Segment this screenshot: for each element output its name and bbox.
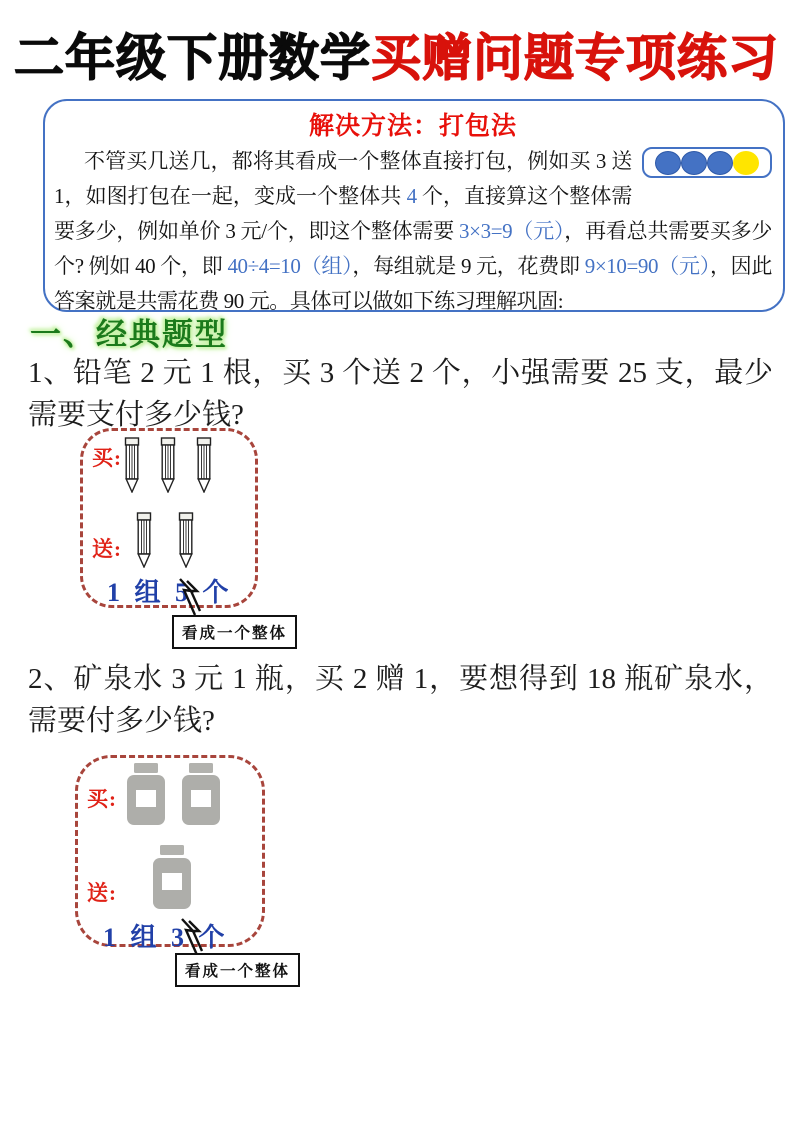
text-segment: 不管买几送几，都将其看成一个整体直接打包，例如买 3 送 1， [54, 149, 632, 208]
three-blue-one-yellow-circles-icon [642, 147, 772, 178]
callout-bubble: 看成一个整体 [175, 953, 300, 987]
callout-bubble: 看成一个整体 [172, 615, 297, 649]
blue-circle-icon [681, 151, 707, 175]
method-paragraph [54, 144, 772, 319]
bottle-icon [127, 763, 165, 825]
give-items-row [136, 512, 194, 568]
blue-circle-icon [655, 151, 681, 175]
text-segment-highlight: 40÷4=10（组） [227, 254, 353, 278]
bottle-icon [153, 845, 191, 909]
text-segment: ，每组就是 9 元，花费即 [352, 254, 585, 278]
method-box [43, 99, 785, 312]
section-heading: 一、经典题型 [30, 317, 228, 352]
page-title [0, 18, 793, 90]
figure-bottles [75, 755, 355, 995]
give-items-row [153, 845, 191, 909]
method-heading: 解决方法：打包法 [308, 113, 517, 140]
pencil-icon [136, 512, 152, 568]
pencil-icon [196, 437, 212, 493]
text-segment: 个，直接算这个整体需要多少，例如单价 3 元/个，即这个整体需要 [54, 184, 632, 243]
buy-label: 买: [92, 446, 122, 470]
give-label: 送: [87, 881, 117, 905]
question-1: 1、铅笔 2 元 1 根，买 3 个送 2 个，小强需要 25 支，最少需要支付多少钱? [28, 357, 773, 431]
yellow-circle-icon [733, 151, 759, 175]
pencil-icon [178, 512, 194, 568]
text-segment: ，再看总共需要买多少个? 例如 40 个，即 [54, 219, 772, 278]
text-segment-highlight: 4 [406, 184, 417, 208]
give-label: 送: [92, 537, 122, 561]
group-count-label: 1 组 5 个 [107, 578, 233, 607]
buy-label: 买: [87, 787, 117, 811]
figure-pencils [80, 428, 360, 650]
blue-circle-icon [707, 151, 733, 175]
pencil-icon [124, 437, 140, 493]
question-2: 2、矿泉水 3 元 1 瓶，买 2 赠 1，要想得到 18 瓶矿泉水，需要付多少钱? [28, 663, 773, 737]
text-segment: 如图打包在一起，变成一个整体共 [85, 184, 407, 208]
pencil-icon [160, 437, 176, 493]
title-black-part: 二年级下册数学 [14, 30, 371, 86]
buy-items-row [127, 763, 220, 825]
bottle-icon [182, 763, 220, 825]
text-segment-highlight: 9×10=90（元） [584, 254, 710, 278]
buy-items-row [124, 437, 212, 493]
text-segment-highlight: 3×3=9（元） [459, 219, 565, 243]
title-red-part: 买赠问题专项练习 [371, 30, 779, 86]
text-segment: ，因此答案就是共需花费 90 元。具体可以做如下练习理解巩固: [54, 254, 773, 313]
group-count-label: 1 组 3 个 [103, 923, 229, 952]
